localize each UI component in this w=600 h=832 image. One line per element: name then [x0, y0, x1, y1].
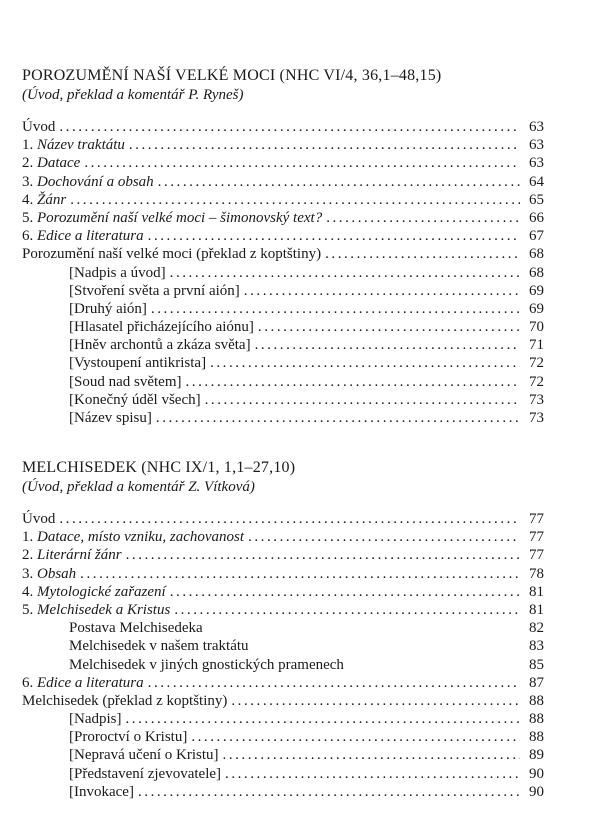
toc-entry-label-wrap [22, 136, 125, 154]
toc-entry-title: Melchisedek v jiných gnostických pramenech [69, 656, 344, 673]
toc-entry[interactable] [22, 391, 544, 409]
toc-list [22, 510, 544, 801]
toc-entry[interactable] [22, 783, 544, 801]
toc-entry-number: 2. [22, 155, 34, 172]
dot-leader [258, 318, 520, 336]
toc-entry-title: Datace [37, 155, 81, 172]
toc-entry-title: Obsah [37, 565, 77, 582]
toc-entry-page: 63 [529, 119, 544, 135]
dot-leader [225, 765, 520, 783]
toc-entry-label-wrap [22, 354, 206, 372]
toc-entry-title: Melchisedek (překlad z koptštiny) [22, 692, 228, 709]
section-title: MELCHISEDEK (NHC IX/1, 1,1–27,10) [22, 459, 296, 476]
dot-leader [205, 391, 520, 409]
dot-leader [174, 601, 520, 619]
toc-entry-label-wrap [22, 318, 254, 336]
toc-entry[interactable] [22, 619, 544, 637]
toc-entry-title: [Konečný úděl všech] [69, 391, 201, 408]
toc-entry-number: 5. [22, 601, 34, 618]
dot-leader [148, 227, 520, 245]
toc-entry-page: 73 [529, 410, 544, 426]
toc-entry[interactable] [22, 209, 544, 227]
toc-entry-label-wrap [22, 601, 170, 619]
toc-entry-title: [Nepravá učení o Kristu] [69, 747, 219, 764]
toc-entry[interactable] [22, 728, 544, 746]
toc-entry[interactable] [22, 637, 544, 655]
dot-leader [148, 674, 520, 692]
toc-entry[interactable] [22, 528, 544, 546]
dot-leader [138, 783, 520, 801]
toc-entry[interactable] [22, 336, 544, 354]
section-porozumeni [22, 66, 544, 427]
toc-entry[interactable] [22, 118, 544, 136]
toc-entry-label-wrap [22, 282, 240, 300]
toc-entry-page: 77 [529, 547, 544, 564]
dot-leader [158, 173, 520, 191]
toc-entry-page: 72 [529, 373, 544, 390]
toc-entry-page: 90 [529, 765, 544, 782]
toc-entry-title: Melchisedek v našem traktátu [69, 638, 249, 655]
toc-entry-label-wrap [22, 373, 181, 391]
dot-leader [210, 354, 520, 372]
dot-leader [126, 710, 521, 728]
dot-leader [170, 264, 520, 282]
toc-entry-page: 71 [529, 337, 544, 354]
toc-entry[interactable] [22, 746, 544, 764]
toc-entry-label-wrap [22, 783, 134, 801]
section-melchisedek [22, 458, 544, 801]
toc-entry[interactable] [22, 264, 544, 282]
toc-entry-number: 3. [22, 565, 34, 582]
toc-entry-label-wrap [22, 728, 187, 746]
toc-entry[interactable] [22, 354, 544, 372]
toc-entry-number: 6. [22, 228, 34, 245]
toc-entry-title: [Nadpis] [69, 711, 122, 728]
toc-entry-page: 69 [529, 300, 544, 317]
dot-leader [223, 746, 520, 764]
toc-entry-label-wrap [22, 173, 154, 191]
dot-leader [80, 565, 520, 583]
dot-leader [129, 136, 520, 154]
toc-entry-label-wrap [22, 528, 244, 546]
dot-leader [70, 191, 520, 209]
toc-entry-page: 89 [529, 747, 544, 764]
dot-leader [156, 409, 520, 427]
toc-entry-title: Postava Melchisedeka [69, 620, 203, 637]
toc-entry-label-wrap [22, 300, 147, 318]
toc-entry-label-wrap [22, 619, 203, 637]
toc-entry-title: Datace, místo vzniku, zachovanost [37, 529, 245, 546]
toc-entry-label-wrap [22, 746, 219, 764]
toc-entry-title: Žánr [37, 191, 67, 208]
toc-entry-title: [Druhý aión] [69, 300, 147, 317]
toc-entry[interactable] [22, 656, 544, 674]
toc-entry-page: 83 [529, 638, 544, 655]
toc-entry-page: 63 [529, 155, 544, 172]
toc-entry-page: 66 [529, 209, 544, 226]
toc-entry-label-wrap [22, 674, 144, 692]
toc-entry-page: 87 [529, 674, 544, 691]
toc-entry-label-wrap [22, 656, 344, 674]
toc-entry-title: Porozumění naší velké moci (překlad z koptštiny) [22, 246, 322, 263]
toc-entry-label-wrap [22, 118, 55, 136]
toc-entry-label-wrap [22, 710, 122, 728]
toc-entry-number: 6. [22, 674, 34, 691]
dot-leader [126, 546, 520, 564]
toc-entry[interactable] [22, 583, 544, 601]
toc-entry-title: [Soud nad světem] [69, 373, 182, 390]
toc-entry-page: 67 [529, 228, 544, 245]
toc-entry[interactable] [22, 154, 544, 172]
toc-entry-title: [Název spisu] [69, 410, 152, 426]
toc-entry-title: [Nadpis a úvod] [69, 264, 166, 281]
toc-entry-page: 70 [529, 319, 544, 336]
toc-entry[interactable] [22, 191, 544, 209]
toc-entry-title: Název traktátu [37, 137, 125, 154]
dot-leader [231, 692, 520, 710]
toc-entry[interactable] [22, 318, 544, 336]
toc-entry-page: 77 [529, 529, 544, 546]
toc-entry[interactable] [22, 282, 544, 300]
section-subtitle: (Úvod, překlad a komentář P. Ryneš) [22, 87, 244, 103]
toc-entry-label-wrap [22, 583, 166, 601]
dot-leader [191, 728, 520, 746]
toc-entry-title: Literární žánr [37, 547, 122, 564]
toc-entry-label-wrap [22, 692, 227, 710]
toc-entry-page: 64 [529, 173, 544, 190]
toc-list [22, 118, 544, 427]
toc-entry-title: [Proroctví o Kristu] [69, 729, 188, 746]
toc-entry-page: 77 [529, 511, 544, 527]
toc-entry-page: 88 [529, 692, 544, 709]
toc-entry-label-wrap [22, 510, 55, 528]
toc-entry-label-wrap [22, 409, 152, 427]
dot-leader [185, 373, 520, 391]
toc-entry-label-wrap [22, 154, 80, 172]
toc-entry-number: 1. [22, 137, 34, 154]
toc-entry-label-wrap [22, 336, 251, 354]
toc-entry[interactable] [22, 227, 544, 245]
toc-entry-title: [Stvoření světa a první aión] [69, 282, 240, 299]
toc-entry-number: 4. [22, 191, 34, 208]
toc-entry-label-wrap [22, 264, 166, 282]
toc-entry[interactable] [22, 136, 544, 154]
toc-entry-number: 5. [22, 209, 34, 226]
toc-entry-page: 68 [529, 246, 544, 263]
dot-leader [326, 209, 520, 227]
toc-entry-label-wrap [22, 637, 249, 655]
toc-entry-title: Edice a literatura [37, 674, 144, 691]
toc-entry[interactable] [22, 692, 544, 710]
section-title: POROZUMĚNÍ NAŠÍ VELKÉ MOCI (NHC VI/4, 36,1–48,15) [22, 67, 442, 84]
dot-leader [59, 118, 520, 136]
toc-entry-page: 63 [529, 137, 544, 154]
toc-entry-title: Edice a literatura [37, 228, 144, 245]
toc-entry-page: 69 [529, 282, 544, 299]
toc-entry-label-wrap [22, 565, 76, 583]
toc-entry-page: 65 [529, 191, 544, 208]
toc-entry-title: Melchisedek a Kristus [37, 601, 171, 618]
toc-entry-number: 3. [22, 173, 34, 190]
toc-entry-title: [Invokace] [69, 783, 134, 800]
toc-entry-number: 1. [22, 529, 34, 546]
toc-entry-page: 72 [529, 355, 544, 372]
toc-entry-label-wrap [22, 765, 221, 783]
toc-entry[interactable] [22, 373, 544, 391]
toc-entry[interactable] [22, 510, 544, 528]
toc-entry-page: 81 [529, 583, 544, 600]
dot-leader [255, 336, 520, 354]
toc-entry[interactable] [22, 565, 544, 583]
dot-leader [151, 300, 520, 318]
toc-entry[interactable] [22, 765, 544, 783]
toc-entry[interactable] [22, 300, 544, 318]
toc-entry-page: 90 [529, 783, 544, 800]
toc-entry-label-wrap [22, 191, 66, 209]
dot-leader [84, 154, 520, 172]
dot-leader [325, 245, 520, 263]
toc-entry-title: [Představení zjevovatele] [69, 765, 222, 782]
toc-entry-page: 82 [529, 620, 544, 637]
toc-entry-page: 85 [529, 656, 544, 673]
dot-leader [248, 528, 520, 546]
section-subtitle: (Úvod, překlad a komentář Z. Vítková) [22, 479, 255, 495]
toc-entry-title: [Hněv archontů a zkáza světa] [69, 337, 251, 354]
toc-entry-label-wrap [22, 227, 144, 245]
toc-entry-label-wrap [22, 391, 201, 409]
toc-entry-page: 88 [529, 729, 544, 746]
toc-entry-page: 78 [529, 565, 544, 582]
toc-entry-page: 73 [529, 391, 544, 408]
toc-entry-title: Mytologické zařazení [37, 583, 166, 600]
toc-entry-title: Dochování a obsah [37, 173, 154, 190]
dot-leader [244, 282, 520, 300]
toc-entry[interactable] [22, 710, 544, 728]
toc-entry-label-wrap [22, 546, 122, 564]
toc-entry[interactable] [22, 409, 544, 427]
toc-entry-number: 4. [22, 583, 34, 600]
toc-entry-title: Úvod [22, 119, 56, 135]
toc-entry-page: 88 [529, 711, 544, 728]
toc-entry[interactable] [22, 245, 544, 263]
toc-entry-label-wrap [22, 209, 322, 227]
toc-entry-title: [Vystoupení antikrista] [69, 355, 207, 372]
dot-leader [59, 510, 520, 528]
toc-entry-title: Porozumění naší velké moci – šimonovský text? [37, 209, 323, 226]
toc-entry-label-wrap [22, 245, 321, 263]
toc-entry-title: Úvod [22, 511, 56, 527]
dot-leader [170, 583, 520, 601]
toc-entry-page: 81 [529, 601, 544, 618]
toc-entry-page: 68 [529, 264, 544, 281]
toc-entry[interactable] [22, 546, 544, 564]
toc-entry[interactable] [22, 601, 544, 619]
toc-entry[interactable] [22, 674, 544, 692]
toc-entry[interactable] [22, 173, 544, 191]
toc-entry-number: 2. [22, 547, 34, 564]
toc-entry-title: [Hlasatel přicházejícího aiónu] [69, 319, 254, 336]
